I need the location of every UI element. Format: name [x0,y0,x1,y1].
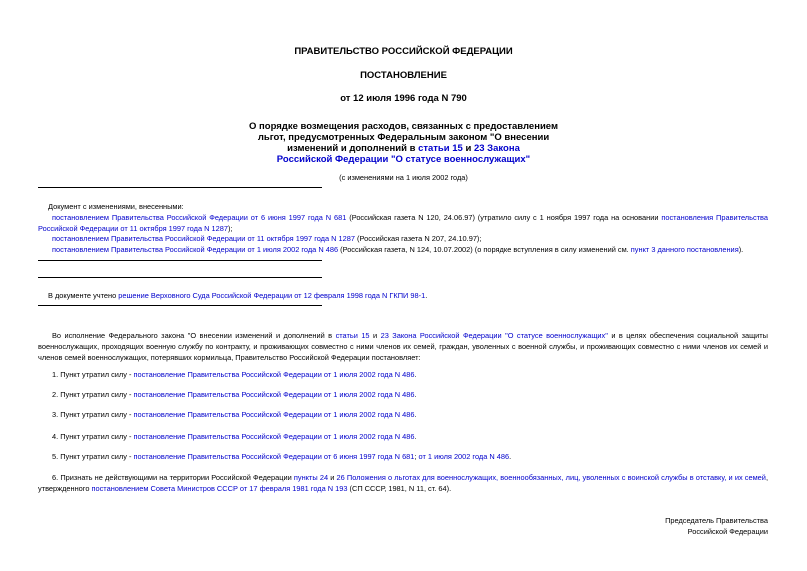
item-5-link-2[interactable]: от 1 июля 2002 года N 486 [418,452,510,461]
divider [38,305,322,306]
change-3 [52,245,743,255]
signature-line-1: Председатель Правительства [665,516,768,525]
item-6-text: 6. Признать не действующими на территории Российской Федерации [52,473,294,482]
change-1-link[interactable]: постановлением Правительства Российской Федерации от 6 июня 1997 года N 681 [52,213,347,222]
item-5-link[interactable]: постановление Правительства Российской Федерации от 6 июня 1997 года N 681 [133,452,415,461]
divider [38,277,322,278]
change-2-link[interactable]: постановлением Правительства Российской Федерации от 11 октября 1997 года N 1287 [52,234,355,243]
item-5-sep: ; [414,452,419,461]
preamble-text: Во исполнение Федерального закона "О внесении изменений и дополнений в [52,331,336,340]
item-4-text: 4. Пункт утратил силу - [52,432,134,441]
item-1-link[interactable]: постановление Правительства Российской Федерации от 1 июля 2002 года N 486 [133,370,415,379]
preamble-text: и [369,331,381,340]
change-2 [52,234,481,244]
preamble [38,330,768,363]
item-3-end: . [414,410,417,419]
item-4 [52,432,417,442]
item-2-text: 2. Пункт утратил силу - [52,390,134,399]
change-3-link-2[interactable]: пункт 3 данного постановления [630,245,739,254]
item-2-link[interactable]: постановление Правительства Российской Федерации от 1 июля 2002 года N 486 [133,390,415,399]
item-5-end: . [509,452,512,461]
item-6 [38,472,768,494]
item-3-text: 3. Пункт утратил силу - [52,410,134,419]
title-text: изменений и дополнений в [287,143,419,154]
divider [38,260,322,261]
preamble-article-15-link[interactable]: статьи 15 [335,331,370,340]
government-heading: ПРАВИТЕЛЬСТВО РОССИЙСКОЙ ФЕДЕРАЦИИ [294,46,513,57]
changes-intro: Документ с изменениями, внесенными: [48,202,184,211]
item-5 [52,452,511,462]
divider [38,187,322,188]
court-note-end: . [425,291,428,300]
title-line-4 [0,154,807,165]
signature-line-2: Российской Федерации [687,527,768,536]
change-2-text: (Российская газета N 207, 24.10.97); [355,234,482,243]
change-1-link-3[interactable]: Российской Федерации от 11 октября 1997 года N 1287 [38,224,228,233]
item-4-end: . [414,432,417,441]
item-6-text: , утвержденного [38,473,768,493]
change-1-text: (Российская газета N 120, 24.06.97) (утратило силу с 1 ноября 1997 года на основании [346,213,662,222]
item-3 [52,410,417,420]
change-1-link-2[interactable]: постановления Правительства [661,213,769,222]
article-15-link[interactable]: статьи 15 [418,143,463,154]
title-line-3 [0,143,807,154]
title-line-2: льгот, предусмотренных Федеральным законом "О внесении [257,132,550,143]
item-2-end: . [414,390,417,399]
item-6-text: и [328,473,337,482]
change-3-link[interactable]: постановлением Правительства Российской Федерации от 1 июля 2002 года N 486 [52,245,339,254]
title-line-1: О порядке возмещения расходов, связанных с предоставлением [249,121,558,132]
change-3-end: ). [738,245,744,254]
change-1 [38,212,768,234]
item-6-regulation-link[interactable]: 26 Положения о льготах для военнослужащих, военнообязанных, лиц, уволенных с воинской службы в отставку, и их семей [336,473,766,482]
item-6-ussr-decree-link[interactable]: постановлением Совета Министров СССР от 17 февраля 1981 года N 193 [91,484,348,493]
court-decision-link[interactable]: решение Верховного Суда Российской Федерации от 12 февраля 1998 года N ГКПИ 98-1 [118,291,426,300]
military-status-law-link[interactable]: Российской Федерации "О статусе военнослужащих" [276,154,531,165]
amendment-note: (с изменениями на 1 июля 2002 года) [339,173,468,182]
document-type: ПОСТАНОВЛЕНИЕ [360,70,447,81]
change-1-end: ); [227,224,233,233]
court-note-text: В документе учтено [48,291,119,300]
item-6-points-link[interactable]: пункты 24 [293,473,329,482]
item-1 [52,370,417,380]
item-1-text: 1. Пункт утратил силу - [52,370,134,379]
item-6-text: (СП СССР, 1981, N 11, ст. 64). [347,484,452,493]
item-4-link[interactable]: постановление Правительства Российской Федерации от 1 июля 2002 года N 486 [133,432,415,441]
item-3-link[interactable]: постановление Правительства Российской Федерации от 1 июля 2002 года N 486 [133,410,415,419]
court-note [48,291,427,301]
title-text: и [462,143,474,154]
preamble-text: и в целях обеспечения социальной защиты военнослужащих, проходящих военную службу по контракту, и проживающих совместно с ними членов их семей, граждан, уволенных с военной службы, и проживающих совместно с ними членов их семей и членов семей военнослужащих, потерявших кормильца, Правительство Российской Федерации постановляет: [38,331,768,362]
item-1-end: . [414,370,417,379]
law-23-link[interactable]: 23 Закона [473,143,520,154]
change-3-text: (Российская газета, N 124, 10.07.2002) (о порядке вступления в силу изменений см. [338,245,631,254]
item-5-text: 5. Пункт утратил силу - [52,452,134,461]
document-date: от 12 июля 1996 года N 790 [340,93,467,104]
preamble-law-23-link[interactable]: 23 Закона Российской Федерации "О статусе военнослужащих" [380,331,608,340]
item-2 [52,390,417,400]
